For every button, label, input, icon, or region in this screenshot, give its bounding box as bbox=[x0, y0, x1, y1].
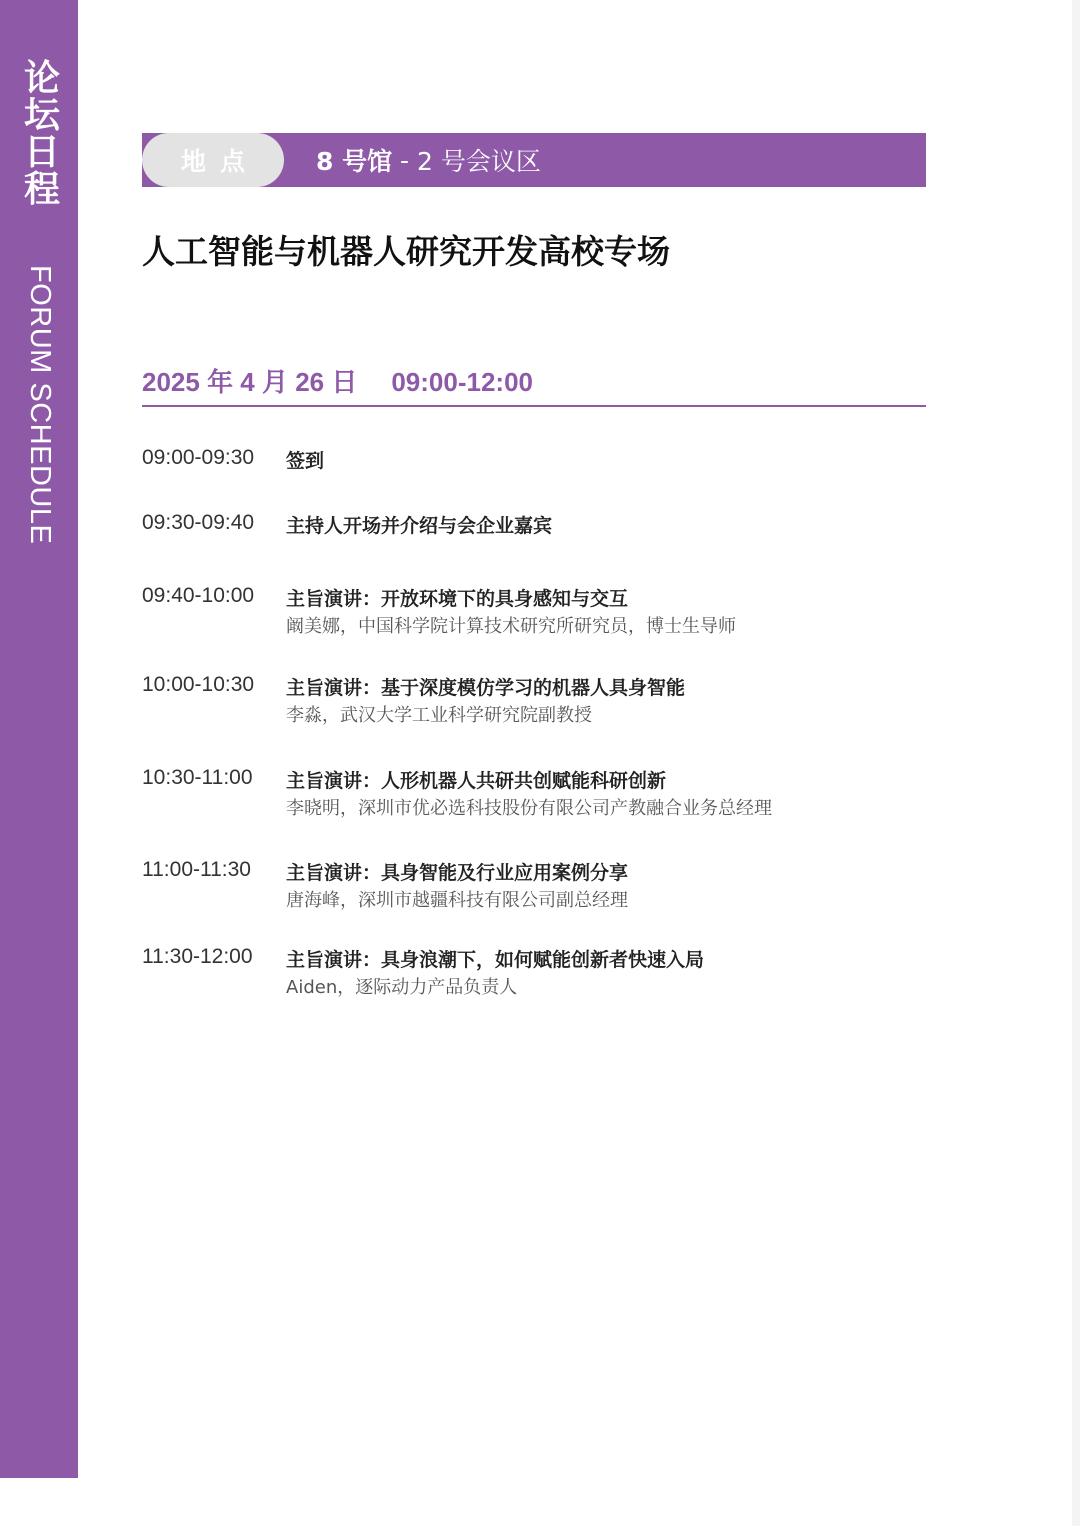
schedule-time: 11:00-11:30 bbox=[142, 858, 251, 881]
schedule-time: 10:30-11:00 bbox=[142, 766, 253, 789]
schedule-topic: 签到 bbox=[286, 450, 325, 472]
page-edge bbox=[1072, 0, 1080, 1526]
location-room: 2 号会议区 bbox=[417, 147, 541, 176]
schedule-topic: 主旨演讲：基于深度模仿学习的机器人具身智能 bbox=[286, 677, 686, 699]
location-text bbox=[316, 133, 541, 187]
location-separator: - bbox=[392, 145, 418, 175]
schedule-time: 09:40-10:00 bbox=[142, 584, 255, 607]
location-hall: 8 号馆 bbox=[316, 147, 393, 176]
schedule-speaker: 阚美娜，中国科学院计算技术研究所研究员，博士生导师 bbox=[286, 616, 736, 637]
schedule-topic: 主旨演讲：具身智能及行业应用案例分享 bbox=[286, 862, 629, 884]
sidebar-title-en: FORUM SCHEDULE bbox=[24, 265, 56, 545]
schedule-topic: 主旨演讲：具身浪潮下，如何赋能创新者快速入局 bbox=[286, 949, 705, 971]
schedule-speaker: 李淼，武汉大学工业科学研究院副教授 bbox=[286, 705, 592, 726]
sidebar bbox=[0, 0, 78, 1478]
schedule-topic: 主旨演讲：开放环境下的具身感知与交互 bbox=[286, 588, 629, 610]
date-line bbox=[142, 362, 533, 399]
forum-title: 人工智能与机器人研究开发高校专场 bbox=[142, 232, 670, 271]
schedule-topic: 主持人开场并介绍与会企业嘉宾 bbox=[286, 515, 553, 537]
schedule-speaker: 李晓明，深圳市优必选科技股份有限公司产教融合业务总经理 bbox=[286, 798, 772, 819]
event-date: 2025 年 4 月 26 日 bbox=[142, 367, 358, 397]
schedule-speaker: Aiden，逐际动力产品负责人 bbox=[286, 977, 518, 998]
schedule-time: 10:00-10:30 bbox=[142, 673, 255, 696]
schedule-time: 11:30-12:00 bbox=[142, 945, 253, 968]
schedule-time: 09:30-09:40 bbox=[142, 511, 255, 534]
date-divider bbox=[142, 405, 926, 407]
schedule-time: 09:00-09:30 bbox=[142, 446, 255, 469]
schedule-topic: 主旨演讲：人形机器人共研共创赋能科研创新 bbox=[286, 770, 667, 792]
sidebar-title-cn: 论坛日程 bbox=[23, 58, 60, 210]
event-time: 09:00-12:00 bbox=[391, 367, 533, 397]
schedule-speaker: 唐海峰，深圳市越疆科技有限公司副总经理 bbox=[286, 890, 628, 911]
location-label: 地点 bbox=[142, 133, 284, 187]
